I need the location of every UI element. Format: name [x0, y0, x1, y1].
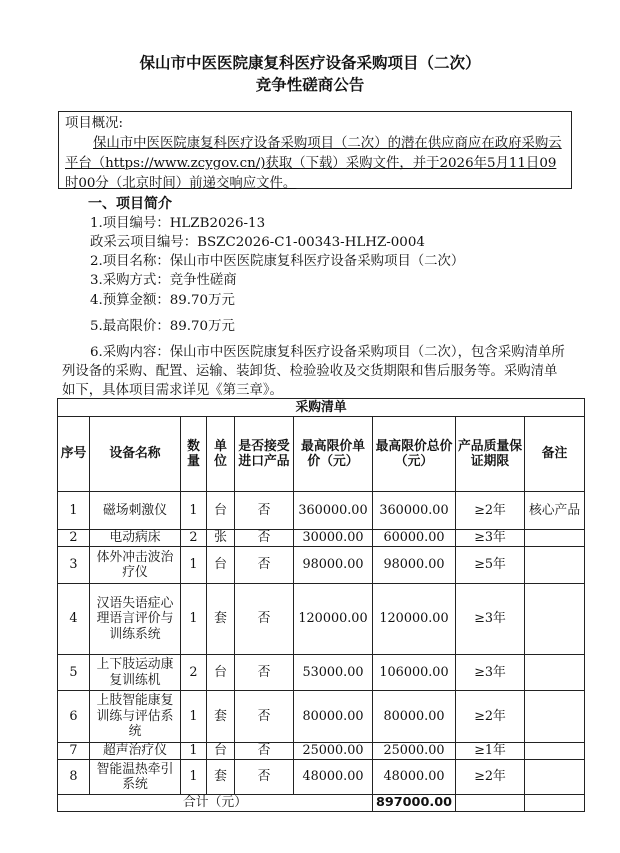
total-empty-cell — [525, 795, 585, 812]
cell-unit: 套 — [207, 584, 235, 655]
cell-unit-price: 360000.00 — [294, 492, 373, 530]
table-row — [58, 584, 585, 655]
cell-name: 汉语失语症心理语言评价与训练系统 — [90, 584, 181, 655]
max-price: 5.最高限价：89.70万元 — [90, 319, 235, 334]
cell-import: 否 — [235, 547, 294, 584]
header-note: 备注 — [525, 417, 585, 492]
cell-unit: 台 — [207, 743, 235, 760]
cell-total: 98000.00 — [373, 547, 456, 584]
cell-import: 否 — [235, 530, 294, 547]
cell-total: 80000.00 — [373, 691, 456, 743]
cell-qty: 1 — [181, 691, 207, 743]
header-unit-price: 最高限价单价（元） — [294, 417, 373, 492]
procurement-content: 6.采购内容：保山市中医医院康复科医疗设备采购项目（二次），包含采购清单所列设备的采购、配置、运输、装卸货、检验验收及交货期限和售后服务等。采购清单如下，具体项目需求详见《第三章》。 — [62, 345, 565, 398]
cell-qty: 1 — [181, 547, 207, 584]
cell-warranty: ≥3年 — [456, 584, 525, 655]
cell-total: 106000.00 — [373, 655, 456, 691]
cell-no: 6 — [58, 691, 90, 743]
cell-name: 上肢智能康复训练与评估系统 — [90, 691, 181, 743]
budget-amount: 4.预算金额：89.70万元 — [90, 293, 235, 308]
cell-qty: 1 — [181, 492, 207, 530]
procurement-method: 3.采购方式：竞争性磋商 — [90, 273, 237, 288]
table-row — [58, 547, 585, 584]
table-caption: 采购清单 — [58, 399, 585, 417]
cell-unit: 台 — [207, 492, 235, 530]
cell-name: 磁场刺激仪 — [90, 492, 181, 530]
cell-note — [525, 584, 585, 655]
header-unit: 单位 — [207, 417, 235, 492]
cell-note — [525, 530, 585, 547]
cell-name: 智能温热牵引系统 — [90, 760, 181, 795]
cell-qty: 1 — [181, 743, 207, 760]
cell-note: 核心产品 — [525, 492, 585, 530]
cell-no: 3 — [58, 547, 90, 584]
cell-qty: 1 — [181, 760, 207, 795]
procurement-table — [57, 398, 585, 812]
table-row — [58, 530, 585, 547]
cell-note — [525, 691, 585, 743]
cell-no: 4 — [58, 584, 90, 655]
cell-import: 否 — [235, 584, 294, 655]
cell-name: 超声治疗仪 — [90, 743, 181, 760]
cell-warranty: ≥2年 — [456, 760, 525, 795]
cell-qty: 2 — [181, 655, 207, 691]
header-warranty: 产品质量保证期限 — [456, 417, 525, 492]
cell-import: 否 — [235, 743, 294, 760]
header-no: 序号 — [58, 417, 90, 492]
cell-no: 5 — [58, 655, 90, 691]
table-row — [58, 760, 585, 795]
cell-unit: 台 — [207, 655, 235, 691]
project-name: 2.项目名称：保山市中医医院康复科医疗设备采购项目（二次） — [90, 254, 465, 269]
total-value: 897000.00 — [373, 795, 456, 812]
cell-unit-price: 120000.00 — [294, 584, 373, 655]
table-row — [58, 492, 585, 530]
cell-import: 否 — [235, 760, 294, 795]
header-import: 是否接受进口产品 — [235, 417, 294, 492]
cell-unit-price: 25000.00 — [294, 743, 373, 760]
cell-note — [525, 743, 585, 760]
page-title: 保山市中医医院康复科医疗设备采购项目（二次） — [139, 54, 481, 72]
cell-import: 否 — [235, 492, 294, 530]
total-label: 合计（元） — [58, 795, 373, 812]
cell-name: 体外冲击波治疗仪 — [90, 547, 181, 584]
cell-unit: 套 — [207, 691, 235, 743]
cell-note — [525, 547, 585, 584]
cell-no: 1 — [58, 492, 90, 530]
cell-note — [525, 760, 585, 795]
table-header — [58, 417, 585, 492]
cell-no: 7 — [58, 743, 90, 760]
header-total: 最高限价总价（元） — [373, 417, 456, 492]
cell-unit-price: 53000.00 — [294, 655, 373, 691]
cell-total: 120000.00 — [373, 584, 456, 655]
section-heading: 一、项目简介 — [88, 196, 172, 212]
cell-unit: 台 — [207, 547, 235, 584]
cell-unit: 张 — [207, 530, 235, 547]
overview-box — [58, 111, 572, 189]
cell-name: 电动病床 — [90, 530, 181, 547]
cell-total: 60000.00 — [373, 530, 456, 547]
cell-warranty: ≥2年 — [456, 691, 525, 743]
cell-warranty: ≥2年 — [456, 492, 525, 530]
cell-no: 2 — [58, 530, 90, 547]
cell-warranty: ≥3年 — [456, 655, 525, 691]
cell-import: 否 — [235, 691, 294, 743]
header-name: 设备名称 — [90, 417, 181, 492]
cell-total: 25000.00 — [373, 743, 456, 760]
header-qty: 数量 — [181, 417, 207, 492]
total-empty-cell — [456, 795, 525, 812]
cell-no: 8 — [58, 760, 90, 795]
cell-unit-price: 48000.00 — [294, 760, 373, 795]
cell-qty: 2 — [181, 530, 207, 547]
cell-warranty: ≥5年 — [456, 547, 525, 584]
cell-warranty: ≥1年 — [456, 743, 525, 760]
cell-total: 48000.00 — [373, 760, 456, 795]
cell-unit-price: 80000.00 — [294, 691, 373, 743]
table-row — [58, 691, 585, 743]
cell-qty: 1 — [181, 584, 207, 655]
cell-unit-price: 98000.00 — [294, 547, 373, 584]
cell-unit: 套 — [207, 760, 235, 795]
gov-project-number: 政采云项目编号：BSZC2026-C1-00343-HLHZ-0004 — [90, 235, 425, 250]
overview-heading: 项目概况: — [65, 116, 124, 131]
cell-total: 360000.00 — [373, 492, 456, 530]
table-row — [58, 743, 585, 760]
table-total-row — [58, 795, 585, 812]
page-subtitle: 竞争性磋商公告 — [255, 76, 365, 94]
cell-unit-price: 30000.00 — [294, 530, 373, 547]
cell-note — [525, 655, 585, 691]
project-number: 1.项目编号：HLZB2026-13 — [90, 216, 266, 231]
overview-body: 保山市中医医院康复科医疗设备采购项目（二次）的潜在供应商应在政府采购云平台（https://www.zcygov.cn/)获取（下载）采购文件，并于2026年5月11日09时00分（北京时间）前递交响应文件。 — [65, 136, 562, 191]
cell-name: 上下肢运动康复训练机 — [90, 655, 181, 691]
cell-import: 否 — [235, 655, 294, 691]
table-row — [58, 655, 585, 691]
cell-warranty: ≥3年 — [456, 530, 525, 547]
